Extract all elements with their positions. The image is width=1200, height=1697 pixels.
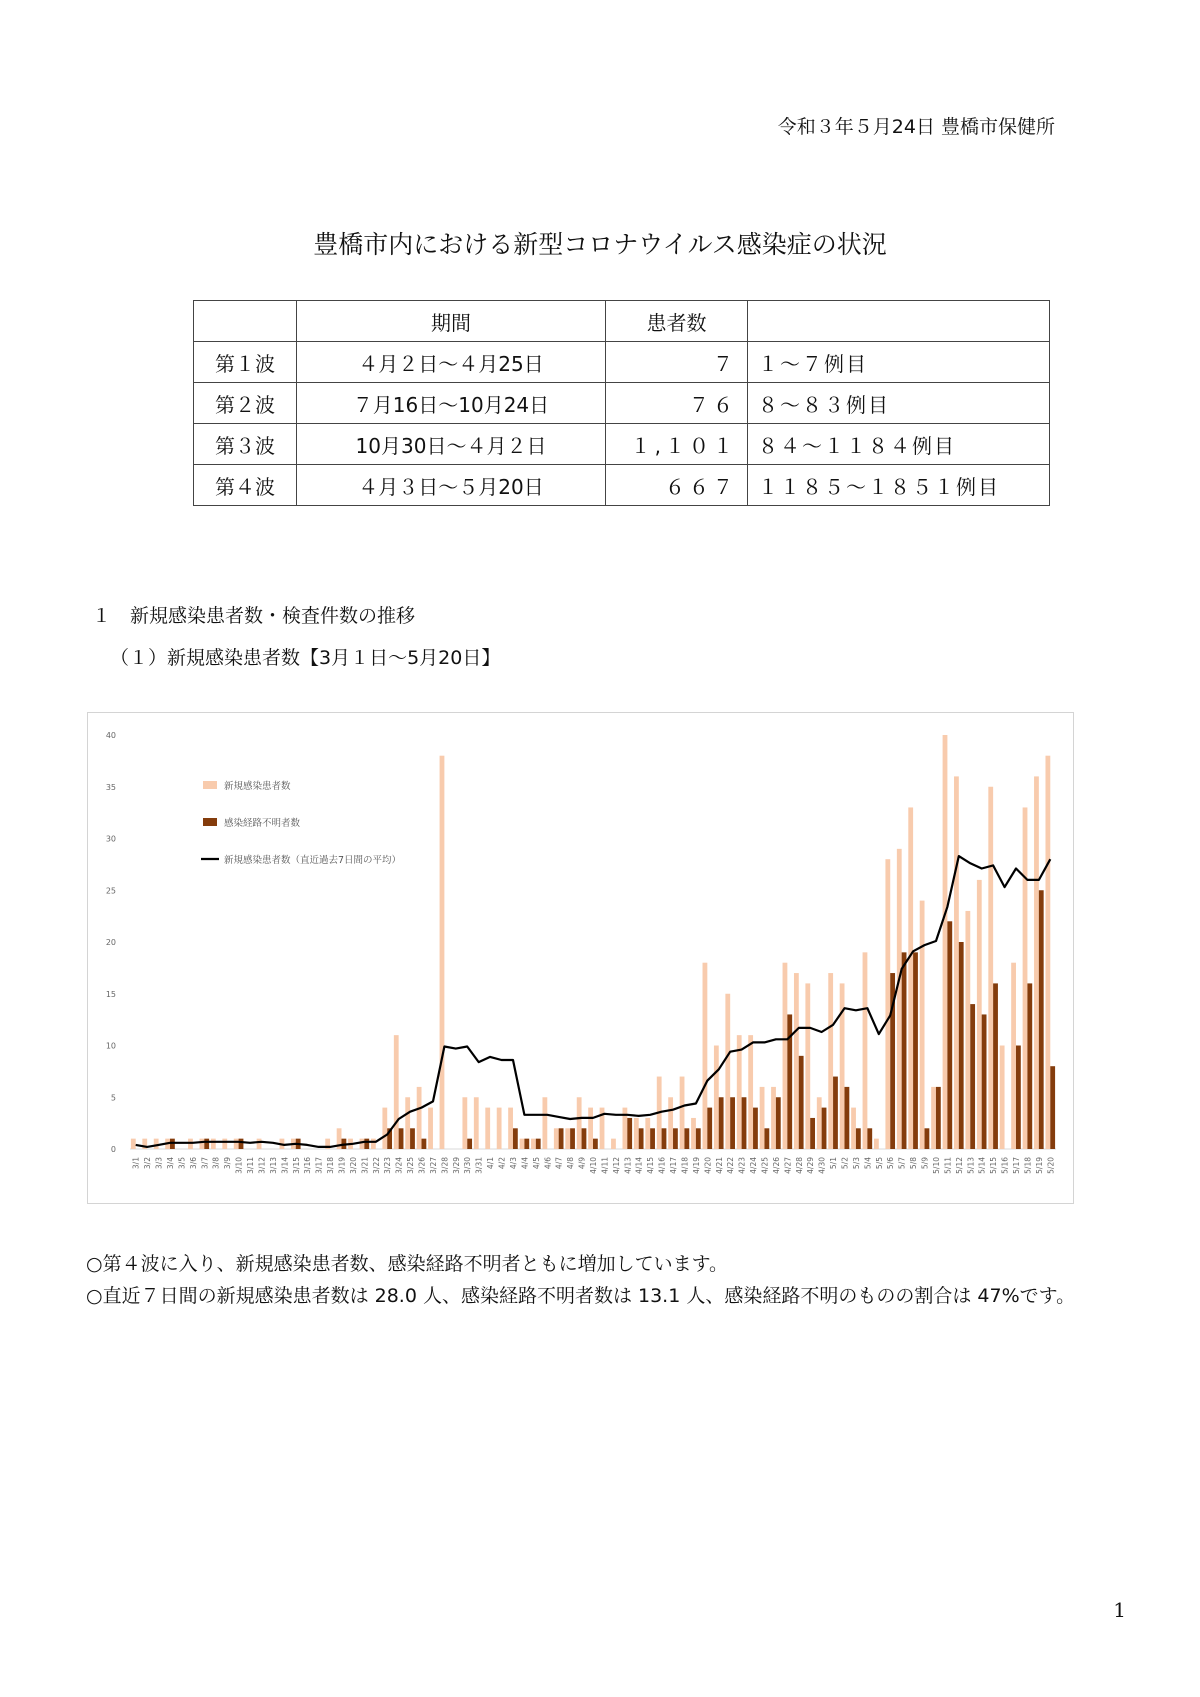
bar-new-cases [748, 1035, 753, 1149]
x-tick-label: 5/11 [943, 1157, 953, 1174]
x-tick-label: 3/23 [383, 1157, 393, 1174]
x-tick-label: 3/21 [360, 1157, 370, 1174]
period-cell: ７月16日～10月24日 [297, 383, 606, 424]
bar-unknown-route [513, 1128, 518, 1149]
x-tick-label: 5/12 [954, 1157, 964, 1174]
bar-new-cases [520, 1139, 525, 1149]
bar-new-cases [885, 859, 890, 1149]
bar-new-cases [428, 1108, 433, 1149]
bar-unknown-route [822, 1108, 827, 1149]
bar-unknown-route [799, 1056, 804, 1149]
bar-unknown-route [536, 1139, 541, 1149]
x-tick-label: 3/20 [348, 1157, 358, 1174]
x-tick-label: 3/26 [417, 1157, 427, 1174]
x-tick-label: 3/27 [428, 1157, 438, 1174]
x-tick-label: 4/21 [714, 1157, 724, 1174]
x-tick-label: 3/1 [131, 1157, 141, 1170]
x-tick-label: 4/6 [543, 1157, 553, 1170]
x-tick-label: 4/18 [680, 1157, 690, 1174]
bar-unknown-route [833, 1077, 838, 1149]
x-tick-label: 3/13 [268, 1157, 278, 1174]
bar-new-cases [668, 1097, 673, 1149]
bar-unknown-route [570, 1128, 575, 1149]
bar-unknown-route [719, 1097, 724, 1149]
bar-new-cases [440, 756, 445, 1149]
bar-new-cases [817, 1097, 822, 1149]
x-tick-label: 3/5 [177, 1157, 187, 1170]
bar-new-cases [131, 1139, 136, 1149]
bar-new-cases [222, 1139, 227, 1149]
bar-new-cases [234, 1139, 239, 1149]
bar-unknown-route [1027, 983, 1032, 1149]
x-tick-label: 5/8 [909, 1157, 919, 1170]
bar-unknown-route [959, 942, 964, 1149]
bar-new-cases [588, 1108, 593, 1149]
bar-new-cases [760, 1087, 765, 1149]
bar-new-cases [691, 1118, 696, 1149]
bar-unknown-route [662, 1128, 667, 1149]
bar-unknown-route [707, 1108, 712, 1149]
note-paragraph: ○第４波に入り、新規感染患者数、感染経路不明者ともに増加しています。 [86, 1253, 729, 1275]
bar-unknown-route [639, 1128, 644, 1149]
x-tick-label: 3/31 [474, 1157, 484, 1174]
x-tick-label: 4/1 [486, 1157, 496, 1170]
bar-new-cases [371, 1139, 376, 1149]
table-row [194, 383, 1050, 424]
bar-new-cases [1000, 1046, 1005, 1150]
x-tick-label: 4/29 [806, 1157, 816, 1174]
bar-new-cases [897, 849, 902, 1149]
bar-new-cases [211, 1139, 216, 1149]
bar-new-cases [771, 1087, 776, 1149]
bar-unknown-route [1050, 1066, 1055, 1149]
x-tick-label: 3/15 [291, 1157, 301, 1174]
case-range-cell: １～７例目 [748, 342, 1050, 383]
x-tick-label: 3/6 [188, 1157, 198, 1170]
patient-count-cell: １,１０１ [606, 424, 748, 465]
table-header-cell [194, 301, 297, 342]
y-tick-label: 0 [110, 1145, 116, 1154]
bar-unknown-route [742, 1097, 747, 1149]
x-tick-label: 5/3 [851, 1157, 861, 1170]
x-tick-label: 3/3 [154, 1157, 164, 1170]
x-tick-label: 4/14 [634, 1157, 644, 1174]
bar-new-cases [1034, 776, 1039, 1149]
x-tick-label: 3/29 [451, 1157, 461, 1174]
bar-new-cases [943, 735, 948, 1149]
bar-unknown-route [925, 1128, 930, 1149]
bar-unknown-route [627, 1118, 632, 1149]
section-heading: １ 新規感染患者数・検査件数の推移 [92, 605, 416, 627]
bar-new-cases [851, 1108, 856, 1149]
y-tick-label: 15 [105, 989, 116, 999]
bar-unknown-route [810, 1118, 815, 1149]
waves-table [193, 300, 1050, 506]
legend-new-cases-label: 新規感染患者数 [224, 781, 291, 792]
bar-unknown-route [936, 1087, 941, 1149]
x-tick-label: 3/17 [314, 1157, 324, 1174]
bar-new-cases [645, 1118, 650, 1149]
bar-new-cases [1011, 963, 1016, 1149]
bar-unknown-route [673, 1128, 678, 1149]
table-header-patients: 患者数 [606, 301, 748, 342]
page-number: 1 [1113, 1598, 1126, 1622]
bar-unknown-route [593, 1139, 598, 1149]
x-tick-label: 5/18 [1023, 1157, 1033, 1174]
table-header-row [194, 301, 1050, 342]
x-tick-label: 4/28 [794, 1157, 804, 1174]
bar-unknown-route [970, 1004, 975, 1149]
x-tick-label: 4/19 [691, 1157, 701, 1174]
bar-unknown-route [467, 1139, 472, 1149]
x-tick-label: 5/19 [1034, 1157, 1044, 1174]
x-tick-label: 3/2 [143, 1157, 153, 1170]
bar-unknown-route [696, 1128, 701, 1149]
y-tick-label: 20 [105, 938, 116, 947]
cases-chart-frame [87, 712, 1074, 1204]
bar-unknown-route [524, 1139, 529, 1149]
y-tick-label: 25 [105, 886, 116, 896]
bar-unknown-route [902, 952, 907, 1149]
document-date-line: 令和３年５月24日 豊橋市保健所 [777, 116, 1055, 138]
bar-unknown-route [559, 1128, 564, 1149]
table-row [194, 342, 1050, 383]
x-tick-label: 5/17 [1011, 1157, 1021, 1174]
bar-unknown-route [993, 983, 998, 1149]
x-tick-label: 3/9 [223, 1157, 233, 1170]
table-header-period: 期間 [297, 301, 606, 342]
x-tick-label: 4/15 [646, 1157, 656, 1174]
bar-new-cases [531, 1139, 536, 1149]
x-tick-label: 3/10 [234, 1157, 244, 1174]
x-tick-label: 3/11 [246, 1157, 256, 1174]
y-tick-label: 40 [105, 731, 116, 740]
patient-count-cell: ７６ [606, 383, 748, 424]
bar-new-cases [908, 807, 913, 1149]
x-tick-label: 5/2 [840, 1157, 850, 1170]
x-tick-label: 3/28 [440, 1157, 450, 1174]
x-tick-label: 4/16 [657, 1157, 667, 1174]
bar-unknown-route [913, 952, 918, 1149]
legend-unknown-route-swatch [203, 818, 217, 826]
bar-new-cases [565, 1128, 570, 1149]
x-tick-label: 3/4 [166, 1157, 176, 1170]
period-cell: ４月２日～４月25日 [297, 342, 606, 383]
case-range-cell: ８４～１１８４例目 [748, 424, 1050, 465]
bar-unknown-route [410, 1128, 415, 1149]
bar-unknown-route [730, 1097, 735, 1149]
x-tick-label: 4/2 [497, 1157, 507, 1170]
x-tick-label: 5/4 [863, 1157, 873, 1170]
x-tick-label: 5/9 [920, 1157, 930, 1170]
bar-unknown-route [239, 1139, 244, 1149]
x-tick-label: 5/7 [897, 1157, 907, 1170]
bar-new-cases [874, 1139, 879, 1149]
page-title: 豊橋市内における新型コロナウイルス感染症の状況 [313, 230, 887, 259]
x-tick-label: 4/22 [726, 1157, 736, 1174]
bar-new-cases [863, 952, 868, 1149]
x-tick-label: 5/14 [977, 1157, 987, 1174]
bar-unknown-route [776, 1097, 781, 1149]
x-tick-label: 4/24 [749, 1157, 759, 1174]
x-tick-label: 4/25 [760, 1157, 770, 1174]
x-tick-label: 4/30 [817, 1157, 827, 1174]
legend-unknown-route-label: 感染経路不明者数 [224, 818, 301, 829]
bar-new-cases [680, 1077, 685, 1149]
bar-new-cases [828, 973, 833, 1149]
x-tick-label: 4/26 [771, 1157, 781, 1174]
bar-new-cases [200, 1139, 205, 1149]
bar-new-cases [703, 963, 708, 1149]
bar-unknown-route [982, 1014, 987, 1149]
bar-new-cases [1045, 756, 1050, 1149]
patient-count-cell: ６６７ [606, 465, 748, 506]
x-tick-label: 5/16 [1000, 1157, 1010, 1174]
bar-new-cases [634, 1118, 639, 1149]
y-tick-label: 5 [110, 1093, 116, 1103]
x-tick-label: 4/17 [669, 1157, 679, 1174]
x-tick-label: 3/16 [303, 1157, 313, 1174]
x-tick-label: 3/14 [280, 1157, 290, 1174]
x-tick-label: 5/20 [1046, 1157, 1056, 1174]
patient-count-cell: ７ [606, 342, 748, 383]
bar-unknown-route [364, 1139, 369, 1149]
bar-unknown-route [422, 1139, 427, 1149]
bar-new-cases [417, 1087, 422, 1149]
subsection-heading: （１）新規感染患者数【3月１日～5月20日】 [110, 647, 501, 669]
note-paragraph: ○直近７日間の新規感染患者数は 28.0 人、感染経路不明者数は 13.1 人、感染経路不明のものの割合は 47%です。 [86, 1285, 1076, 1307]
x-tick-label: 5/6 [886, 1157, 896, 1170]
wave-name-cell: 第１波 [194, 342, 297, 383]
bar-new-cases [508, 1108, 513, 1149]
x-tick-label: 4/8 [566, 1157, 576, 1170]
wave-name-cell: 第４波 [194, 465, 297, 506]
bar-new-cases [611, 1139, 616, 1149]
x-tick-label: 4/4 [520, 1157, 530, 1170]
x-tick-label: 4/10 [589, 1157, 598, 1174]
bar-new-cases [542, 1097, 547, 1149]
table-row [194, 465, 1050, 506]
x-tick-label: 3/24 [394, 1157, 404, 1174]
bar-unknown-route [650, 1128, 655, 1149]
x-tick-label: 4/7 [554, 1157, 564, 1170]
x-tick-label: 4/27 [783, 1157, 793, 1174]
bar-new-cases [783, 963, 788, 1149]
x-tick-label: 4/12 [611, 1157, 621, 1174]
bar-new-cases [988, 787, 993, 1149]
bar-new-cases [394, 1035, 399, 1149]
x-tick-label: 3/18 [326, 1157, 336, 1174]
x-tick-label: 5/15 [989, 1157, 999, 1174]
case-range-cell: １１８５～１８５１例目 [748, 465, 1050, 506]
x-tick-label: 4/9 [577, 1157, 587, 1170]
bar-unknown-route [582, 1128, 587, 1149]
bar-new-cases [805, 983, 810, 1149]
bar-new-cases [497, 1108, 502, 1149]
bar-unknown-route [764, 1128, 769, 1149]
bar-new-cases [977, 880, 982, 1149]
bar-new-cases [920, 901, 925, 1149]
x-tick-label: 4/11 [600, 1157, 610, 1174]
table-row [194, 424, 1050, 465]
bar-new-cases [954, 776, 959, 1149]
period-cell: ４月３日～５月20日 [297, 465, 606, 506]
bar-unknown-route [856, 1128, 861, 1149]
x-tick-label: 4/3 [508, 1157, 518, 1170]
bar-unknown-route [684, 1128, 689, 1149]
bar-new-cases [1023, 807, 1028, 1149]
bar-unknown-route [947, 921, 952, 1149]
bar-new-cases [554, 1128, 559, 1149]
bar-new-cases [485, 1108, 490, 1149]
table-header-cell [748, 301, 1050, 342]
bar-new-cases [382, 1108, 387, 1149]
notes [86, 1248, 1096, 1312]
x-tick-label: 5/1 [829, 1157, 839, 1170]
period-cell: 10月30日～４月２日 [297, 424, 606, 465]
bar-unknown-route [1016, 1046, 1021, 1150]
x-tick-label: 4/5 [531, 1157, 541, 1170]
bar-unknown-route [1039, 890, 1044, 1149]
bar-unknown-route [845, 1087, 850, 1149]
bar-new-cases [462, 1097, 467, 1149]
x-tick-label: 4/23 [737, 1157, 747, 1174]
x-tick-label: 3/8 [211, 1157, 221, 1170]
cases-chart [88, 713, 1073, 1203]
x-tick-label: 5/13 [966, 1157, 976, 1174]
x-tick-label: 3/30 [463, 1157, 473, 1174]
bar-new-cases [794, 973, 799, 1149]
bar-new-cases [474, 1097, 479, 1149]
bar-new-cases [154, 1139, 159, 1149]
y-tick-label: 30 [105, 834, 116, 844]
bar-unknown-route [753, 1108, 758, 1149]
bar-unknown-route [204, 1139, 209, 1149]
y-tick-label: 35 [105, 782, 116, 792]
bar-new-cases [714, 1046, 719, 1150]
x-tick-label: 4/20 [703, 1157, 713, 1174]
x-tick-label: 3/22 [371, 1157, 381, 1174]
bar-new-cases [577, 1097, 582, 1149]
bar-new-cases [965, 911, 970, 1149]
x-tick-label: 4/13 [623, 1157, 633, 1174]
case-range-cell: ８～８３例目 [748, 383, 1050, 424]
bar-new-cases [257, 1139, 262, 1149]
legend-7day-average-label: 新規感染患者数（直近過去7日間の平均） [224, 855, 402, 866]
x-tick-label: 3/12 [257, 1157, 267, 1174]
x-tick-label: 5/10 [931, 1157, 941, 1174]
bar-new-cases [737, 1035, 742, 1149]
legend-new-cases-swatch [203, 781, 217, 789]
x-tick-label: 3/7 [200, 1157, 210, 1170]
bar-unknown-route [867, 1128, 872, 1149]
bar-unknown-route [399, 1128, 404, 1149]
bar-new-cases [360, 1139, 365, 1149]
x-tick-label: 3/25 [406, 1157, 416, 1174]
bar-new-cases [405, 1097, 410, 1149]
bar-new-cases [931, 1087, 936, 1149]
y-tick-label: 10 [105, 1041, 116, 1051]
wave-name-cell: 第２波 [194, 383, 297, 424]
x-tick-label: 5/5 [874, 1157, 884, 1170]
bar-new-cases [725, 994, 730, 1149]
wave-name-cell: 第３波 [194, 424, 297, 465]
x-tick-label: 3/19 [337, 1157, 347, 1174]
